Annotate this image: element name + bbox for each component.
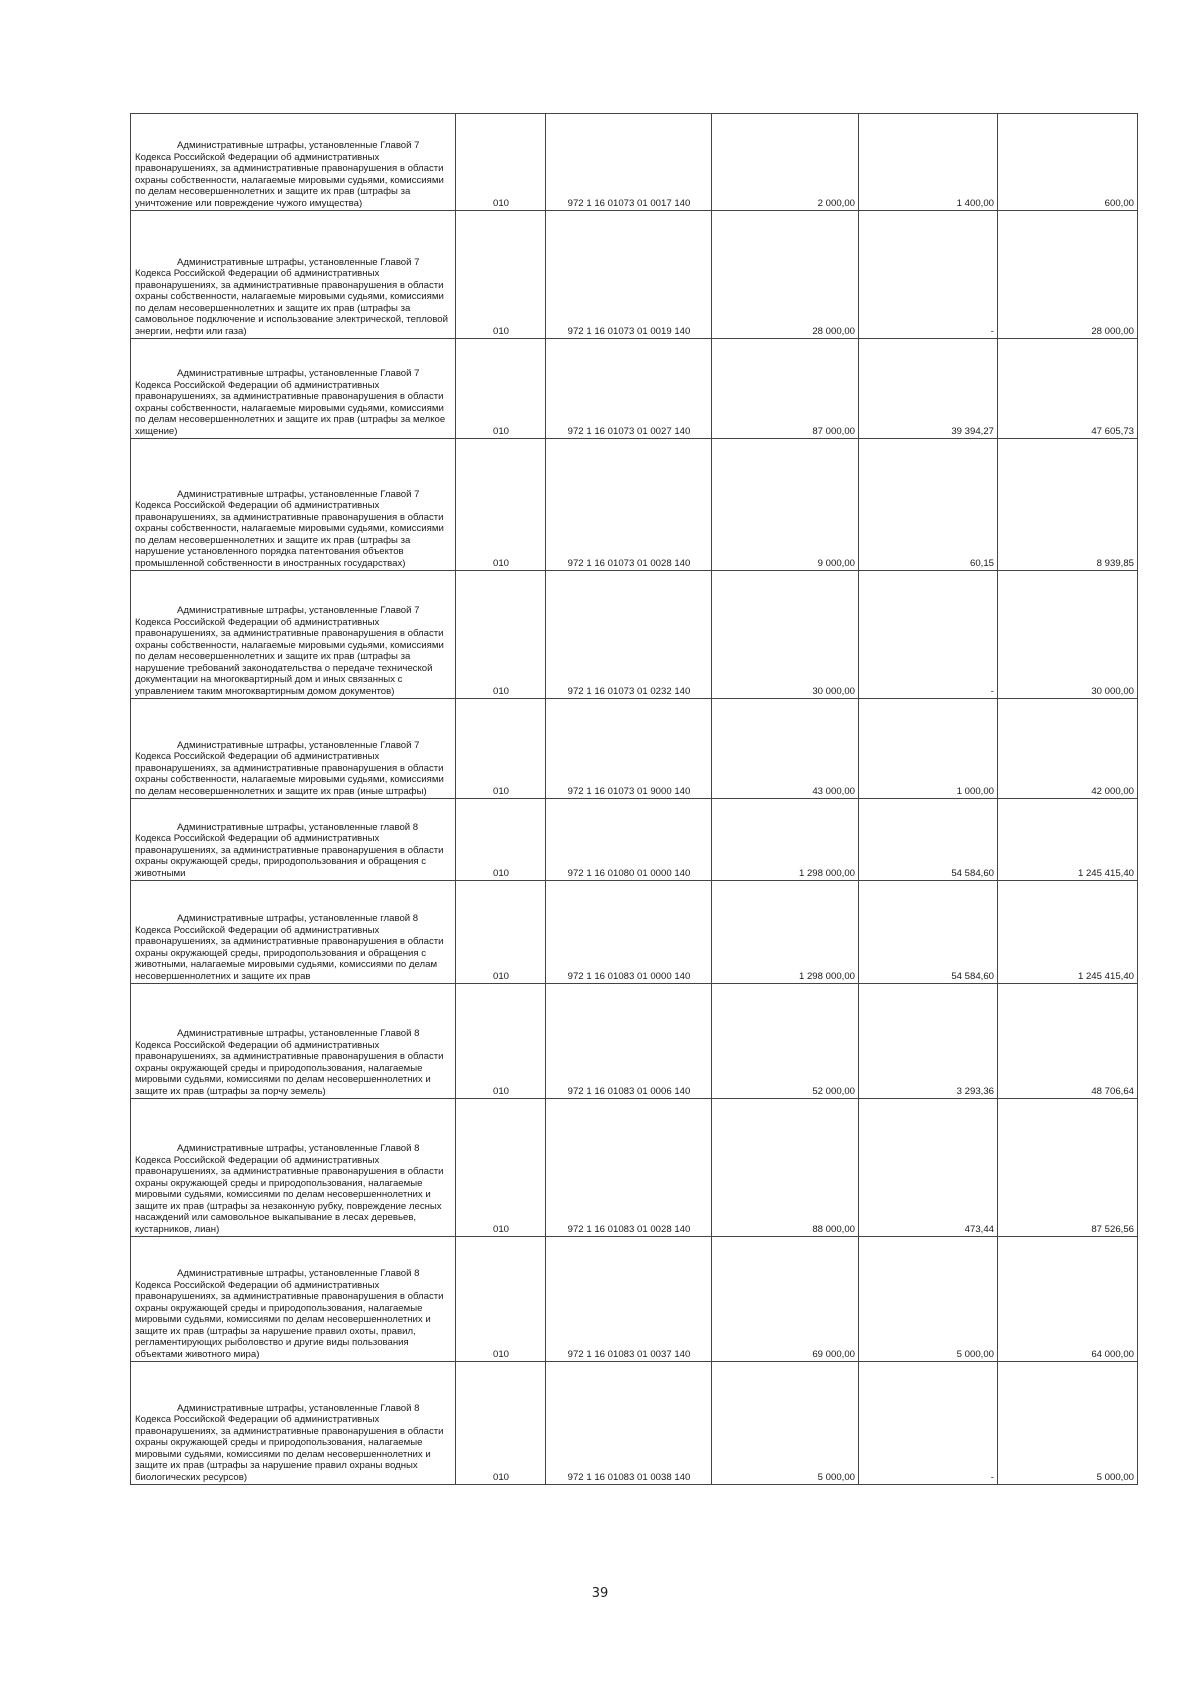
row-executed-amount: 473,44 — [859, 1099, 998, 1237]
row-budget-code: 972 1 16 01083 01 0000 140 — [546, 881, 712, 984]
row-line-code: 010 — [456, 339, 546, 439]
row-executed-amount: - — [859, 211, 998, 339]
row-line-code: 010 — [456, 799, 546, 881]
row-unexecuted-amount: 64 000,00 — [998, 1237, 1138, 1362]
row-description — [131, 211, 456, 339]
row-line-code: 010 — [456, 699, 546, 799]
row-unexecuted-amount: 42 000,00 — [998, 699, 1138, 799]
row-budget-code: 972 1 16 01083 01 0037 140 — [546, 1237, 712, 1362]
row-budget-code: 972 1 16 01073 01 0027 140 — [546, 339, 712, 439]
row-line-code: 010 — [456, 211, 546, 339]
row-description-text: Административные штрафы, установленные Главой 7 Кодекса Российской Федерации об административных правонарушениях, за административные правонарушения в области охраны собственности, налагаемые мировыми судьями, комиссиями по делам несовершеннолетних и защите их прав (штрафы за нарушение требований законодательства о передаче технической документации на многоквартирный дом и иных связанных с управлением таким многоквартирным домом документов) — [135, 605, 444, 697]
row-budget-code: 972 1 16 01073 01 9000 140 — [546, 699, 712, 799]
row-approved-amount: 28 000,00 — [712, 211, 859, 339]
row-description — [131, 984, 456, 1099]
row-description-text: Административные штрафы, установленные Главой 7 Кодекса Российской Федерации об административных правонарушениях, за административные правонарушения в области охраны собственности, налагаемые мировыми судьями, комиссиями по делам несовершеннолетних и защите их прав (штрафы за самовольное подключение и использование электрической, тепловой энергии, нефти или газа) — [135, 256, 448, 337]
row-executed-amount: - — [859, 1362, 998, 1485]
row-description-text: Административные штрафы, установленные Главой 8 Кодекса Российской Федерации об административных правонарушениях, за административные правонарушения в области охраны окружающей среды и природопользования, налагаемые мировыми судьями, комиссиями по делам несовершеннолетних и защите их прав (штрафы за нарушение правил охраны водных биологических ресурсов) — [135, 1402, 444, 1483]
row-executed-amount: 60,15 — [859, 439, 998, 571]
row-description — [131, 1237, 456, 1362]
row-budget-code: 972 1 16 01073 01 0028 140 — [546, 439, 712, 571]
row-approved-amount: 88 000,00 — [712, 1099, 859, 1237]
row-approved-amount: 69 000,00 — [712, 1237, 859, 1362]
row-unexecuted-amount: 1 245 415,40 — [998, 881, 1138, 984]
row-description-text: Административные штрафы, установленные главой 8 Кодекса Российской Федерации об административных правонарушениях, за административные правонарушения в области охраны окружающей среды, природопользования и обращения с животными, налагаемые мировыми судьями, комиссиями по делам несовершеннолетних и защите их прав — [135, 913, 444, 982]
row-approved-amount: 43 000,00 — [712, 699, 859, 799]
row-description — [131, 1362, 456, 1485]
row-executed-amount: 1 000,00 — [859, 699, 998, 799]
table-row — [131, 211, 1138, 339]
row-unexecuted-amount: 28 000,00 — [998, 211, 1138, 339]
row-unexecuted-amount: 5 000,00 — [998, 1362, 1138, 1485]
row-description — [131, 881, 456, 984]
row-line-code: 010 — [456, 571, 546, 699]
row-line-code: 010 — [456, 1362, 546, 1485]
row-budget-code: 972 1 16 01080 01 0000 140 — [546, 799, 712, 881]
row-description — [131, 439, 456, 571]
row-approved-amount: 1 298 000,00 — [712, 799, 859, 881]
row-line-code: 010 — [456, 1237, 546, 1362]
row-description-text: Административные штрафы, установленные Главой 8 Кодекса Российской Федерации об административных правонарушениях, за административные правонарушения в области охраны окружающей среды и природопользования, налагаемые мировыми судьями, комиссиями по делам несовершеннолетних и защите их прав (штрафы за нарушение правил охоты, правил, регламентирующих рыболовство и другие виды пользования объектами животного мира) — [135, 1268, 444, 1360]
row-approved-amount: 52 000,00 — [712, 984, 859, 1099]
page-number: 39 — [591, 1586, 609, 1601]
row-approved-amount: 9 000,00 — [712, 439, 859, 571]
row-unexecuted-amount: 8 939,85 — [998, 439, 1138, 571]
row-executed-amount: - — [859, 571, 998, 699]
table-row — [131, 1362, 1138, 1485]
row-description-text: Административные штрафы, установленные Главой 8 Кодекса Российской Федерации об административных правонарушениях, за административные правонарушения в области охраны окружающей среды и природопользования, налагаемые мировыми судьями, комиссиями по делам несовершеннолетних и защите их прав (штрафы за порчу земель) — [135, 1028, 444, 1097]
row-description — [131, 799, 456, 881]
table-body — [131, 114, 1138, 1485]
table-row — [131, 339, 1138, 439]
row-executed-amount: 54 584,60 — [859, 881, 998, 984]
row-executed-amount: 39 394,27 — [859, 339, 998, 439]
row-description-text: Административные штрафы, установленные Главой 8 Кодекса Российской Федерации об административных правонарушениях, за административные правонарушения в области охраны окружающей среды и природопользования, налагаемые мировыми судьями, комиссиями по делам несовершеннолетних и защите их прав (штрафы за незаконную рубку, повреждение лесных насаждений или самовольное выкапывание в лесах деревьев, кустарников, лиан) — [135, 1143, 444, 1235]
row-approved-amount: 87 000,00 — [712, 339, 859, 439]
row-approved-amount: 2 000,00 — [712, 114, 859, 211]
row-description — [131, 1099, 456, 1237]
row-approved-amount: 30 000,00 — [712, 571, 859, 699]
row-budget-code: 972 1 16 01083 01 0006 140 — [546, 984, 712, 1099]
table-row — [131, 114, 1138, 211]
row-approved-amount: 5 000,00 — [712, 1362, 859, 1485]
row-executed-amount: 54 584,60 — [859, 799, 998, 881]
table-row — [131, 699, 1138, 799]
row-description — [131, 699, 456, 799]
row-description-text: Административные штрафы, установленные Главой 7 Кодекса Российской Федерации об административных правонарушениях, за административные правонарушения в области охраны собственности, налагаемые мировыми судьями, комиссиями по делам несовершеннолетних и защите их прав (штрафы за мелкое хищение) — [135, 368, 446, 437]
row-description-text: Административные штрафы, установленные главой 8 Кодекса Российской Федерации об административных правонарушениях, за административные правонарушения в области охраны окружающей среды, природопользования и обращения с животными — [135, 821, 444, 879]
row-budget-code: 972 1 16 01073 01 0232 140 — [546, 571, 712, 699]
row-description — [131, 339, 456, 439]
row-approved-amount: 1 298 000,00 — [712, 881, 859, 984]
row-unexecuted-amount: 1 245 415,40 — [998, 799, 1138, 881]
row-unexecuted-amount: 47 605,73 — [998, 339, 1138, 439]
row-budget-code: 972 1 16 01083 01 0038 140 — [546, 1362, 712, 1485]
row-executed-amount: 3 293,36 — [859, 984, 998, 1099]
row-line-code: 010 — [456, 881, 546, 984]
row-budget-code: 972 1 16 01073 01 0019 140 — [546, 211, 712, 339]
row-description — [131, 571, 456, 699]
row-budget-code: 972 1 16 01083 01 0028 140 — [546, 1099, 712, 1237]
table-row — [131, 881, 1138, 984]
table-row — [131, 571, 1138, 699]
row-description — [131, 114, 456, 211]
row-executed-amount: 5 000,00 — [859, 1237, 998, 1362]
row-description-text: Административные штрафы, установленные Главой 7 Кодекса Российской Федерации об административных правонарушениях, за административные правонарушения в области охраны собственности, налагаемые мировыми судьями, комиссиями по делам несовершеннолетних и защите их прав (иные штрафы) — [135, 739, 444, 797]
table-row — [131, 799, 1138, 881]
table-row — [131, 1099, 1138, 1237]
row-line-code: 010 — [456, 984, 546, 1099]
revenue-table — [130, 113, 1138, 1485]
row-line-code: 010 — [456, 1099, 546, 1237]
table-row — [131, 439, 1138, 571]
row-line-code: 010 — [456, 439, 546, 571]
row-line-code: 010 — [456, 114, 546, 211]
row-unexecuted-amount: 48 706,64 — [998, 984, 1138, 1099]
table-row — [131, 1237, 1138, 1362]
row-description-text: Административные штрафы, установленные Главой 7 Кодекса Российской Федерации об административных правонарушениях, за административные правонарушения в области охраны собственности, налагаемые мировыми судьями, комиссиями по делам несовершеннолетних и защите их прав (штрафы за уничтожение или повреждение чужого имущества) — [135, 140, 444, 209]
row-description-text: Административные штрафы, установленные Главой 7 Кодекса Российской Федерации об административных правонарушениях, за административные правонарушения в области охраны собственности, налагаемые мировыми судьями, комиссиями по делам несовершеннолетних и защите их прав (штрафы за нарушение установленного порядка патентования объектов промышленной собственности в иностранных государствах) — [135, 488, 444, 569]
row-unexecuted-amount: 87 526,56 — [998, 1099, 1138, 1237]
row-unexecuted-amount: 600,00 — [998, 114, 1138, 211]
table-row — [131, 984, 1138, 1099]
row-executed-amount: 1 400,00 — [859, 114, 998, 211]
row-budget-code: 972 1 16 01073 01 0017 140 — [546, 114, 712, 211]
row-unexecuted-amount: 30 000,00 — [998, 571, 1138, 699]
